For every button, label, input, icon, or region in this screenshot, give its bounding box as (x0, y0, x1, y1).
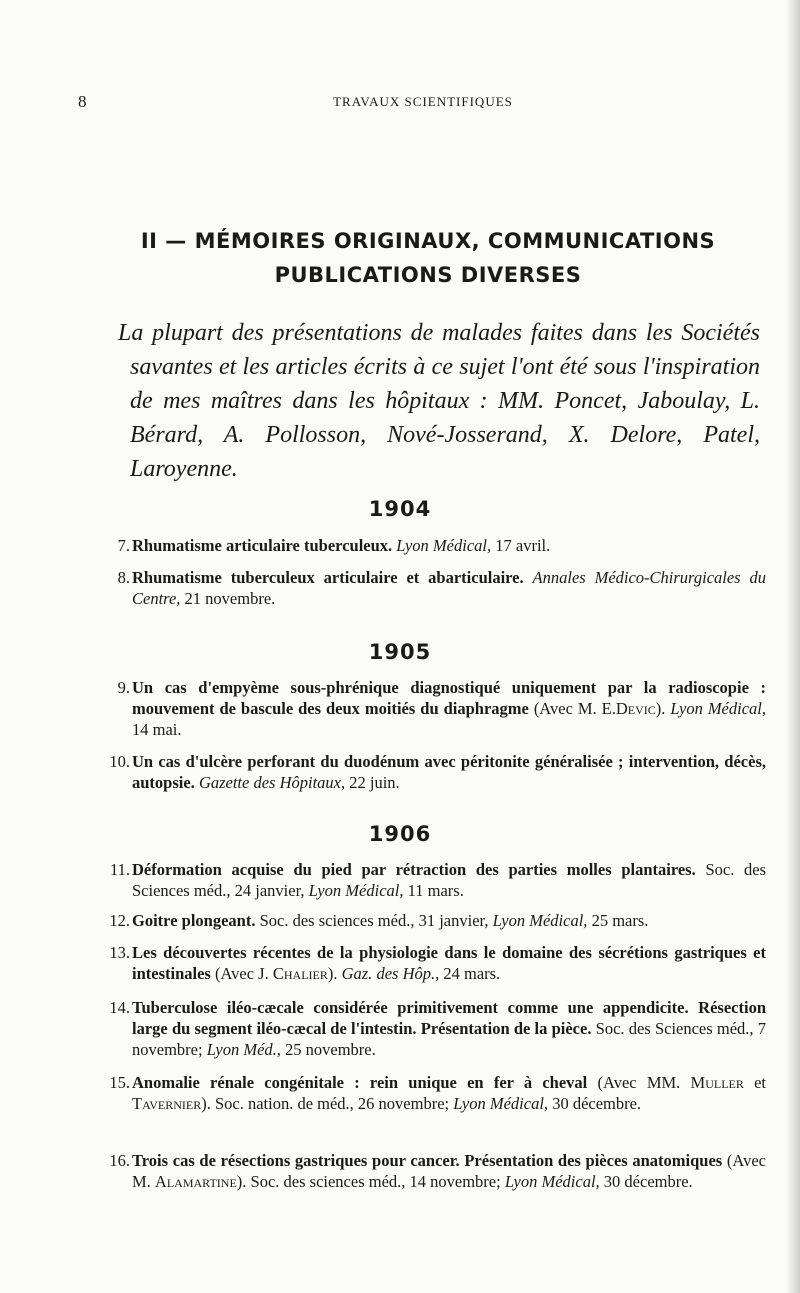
section-title-line1: II — MÉMOIRES ORIGINAUX, COMMUNICATIONS (140, 229, 716, 253)
publication-entry-16 (102, 1150, 766, 1192)
entry-journal: Lyon Méd., (206, 1040, 281, 1059)
entry-date: 24 mars. (443, 964, 501, 983)
entry-journal: Lyon Médical, (308, 881, 404, 900)
entry-number: 16. (109, 1151, 130, 1170)
publication-entry-7 (102, 535, 766, 556)
entry-coauthor-intro: (Avec J. (214, 964, 269, 983)
entry-number: 9. (117, 678, 130, 697)
page-number: 8 (78, 92, 87, 111)
entry-title: Un cas d'empyème sous-phrénique diagnostiqué uniquement par la radioscopie : mouvement de bascule des deux moitiés du diaphragme (132, 678, 766, 718)
year-heading-1906: 1906 (368, 822, 432, 846)
publication-entry-8 (102, 567, 766, 609)
running-head: TRAVAUX SCIENTIFIQUES (333, 94, 513, 109)
entry-coauthor: Chalier (272, 964, 328, 983)
entry-text: ). (655, 699, 666, 718)
entry-number: 11. (109, 860, 130, 879)
intro-paragraph: La plupart des présentations de malades faites dans les Sociétés savantes et les articles écrits à ce sujet l'ont été sous l'inspiration de mes maîtres dans les hôpitaux : MM. Poncet, Jaboulay, L. Bérard, A. Pollosson, Nové-Josserand, X. Delore, Patel, Laroyenne. (118, 320, 760, 482)
entry-title: Rhumatisme tuberculeux articulaire et abarticulaire. (132, 568, 524, 587)
entry-number: 12. (109, 911, 130, 930)
entry-date: 11 mars. (407, 881, 464, 900)
entry-coauthor-intro: (Avec M. E. (533, 699, 616, 718)
publication-entry-13 (102, 942, 766, 984)
entry-journal: Lyon Médical, (453, 1094, 549, 1113)
entry-number: 7. (117, 536, 130, 555)
year-heading-1905: 1905 (368, 640, 432, 664)
entry-title: Les découvertes récentes de la physiologie dans le domaine des sécrétions gastriques et intestinales (132, 943, 766, 983)
entry-title: Déformation acquise du pied par rétraction des parties molles plantaires. (132, 860, 696, 879)
entry-text: ). Soc. des sciences méd., 14 novembre; (236, 1172, 501, 1191)
entry-date: 30 décembre. (552, 1094, 642, 1113)
entry-journal: Lyon Médical, (670, 699, 766, 718)
entry-title: Trois cas de résections gastriques pour cancer. Présentation des pièces anatomiques (132, 1151, 723, 1170)
publication-entry-14 (102, 997, 766, 1060)
entry-number: 15. (109, 1073, 130, 1092)
entry-date: 22 juin. (349, 773, 400, 792)
entry-coauthor-intro: (Avec M. (132, 1151, 766, 1191)
year-heading-1904: 1904 (368, 497, 432, 521)
entry-title: Rhumatisme articulaire tuberculeux. (132, 536, 393, 555)
entry-title: Anomalie rénale congénitale : rein unique en fer à cheval (132, 1073, 588, 1092)
entry-coauthor: Devic (615, 699, 656, 718)
publication-entry-12 (102, 910, 766, 931)
entry-title: Goitre plongeant. (132, 911, 256, 930)
publication-entry-11 (102, 859, 766, 901)
entry-journal: Lyon Médical, (396, 536, 492, 555)
publication-entry-10 (102, 751, 766, 793)
entry-title: Un cas d'ulcère perforant du duodénum avec péritonite généralisée ; intervention, décès, autopsie. (132, 752, 766, 792)
entry-text: Soc. des Sciences méd., 7 novembre; (132, 1019, 767, 1059)
entry-text: et (754, 1073, 767, 1092)
entry-journal: Lyon Médical, (492, 911, 588, 930)
entry-coauthor-2: Tavernier (132, 1094, 202, 1113)
entry-number: 14. (109, 998, 130, 1017)
entry-journal: Annales Médico-Chirurgicales du Centre, (132, 568, 766, 608)
entry-coauthor: Alamartine (154, 1172, 237, 1191)
entry-title: Tuberculose iléo-cæcale considérée primitivement comme une appendicite. Résection large du segment iléo-cæcal de l'intestin. Présentation de la pièce. (132, 998, 766, 1038)
entry-text: ). Soc. nation. de méd., 26 novembre; (201, 1094, 450, 1113)
entry-journal: Lyon Médical, (504, 1172, 600, 1191)
section-title (78, 224, 778, 292)
entry-date: 14 mai. (132, 720, 182, 739)
entry-date: 30 décembre. (603, 1172, 693, 1191)
entry-journal: Gaz. des Hôp., (341, 964, 440, 983)
entry-number: 10. (109, 752, 130, 771)
entry-number: 8. (117, 568, 130, 587)
entry-coauthor: Muller (690, 1073, 744, 1092)
entry-journal: Gazette des Hôpitaux, (198, 773, 346, 792)
entry-text: ). (327, 964, 338, 983)
entry-number: 13. (109, 943, 130, 962)
entry-date: 21 novembre. (184, 589, 276, 608)
publication-entry-15 (102, 1072, 766, 1114)
section-title-line2: PUBLICATIONS DIVERSES (274, 263, 582, 287)
publication-entry-9 (102, 677, 766, 740)
entry-date: 25 mars. (591, 911, 649, 930)
entry-text: Soc. des Sciences méd., 24 janvier, (132, 860, 767, 900)
page-header (78, 92, 748, 112)
entry-date: 17 avril. (495, 536, 551, 555)
entry-text: Soc. des sciences méd., 31 janvier, (259, 911, 489, 930)
entry-date: 25 novembre. (285, 1040, 376, 1059)
entry-coauthor-intro: (Avec MM. (597, 1073, 681, 1092)
